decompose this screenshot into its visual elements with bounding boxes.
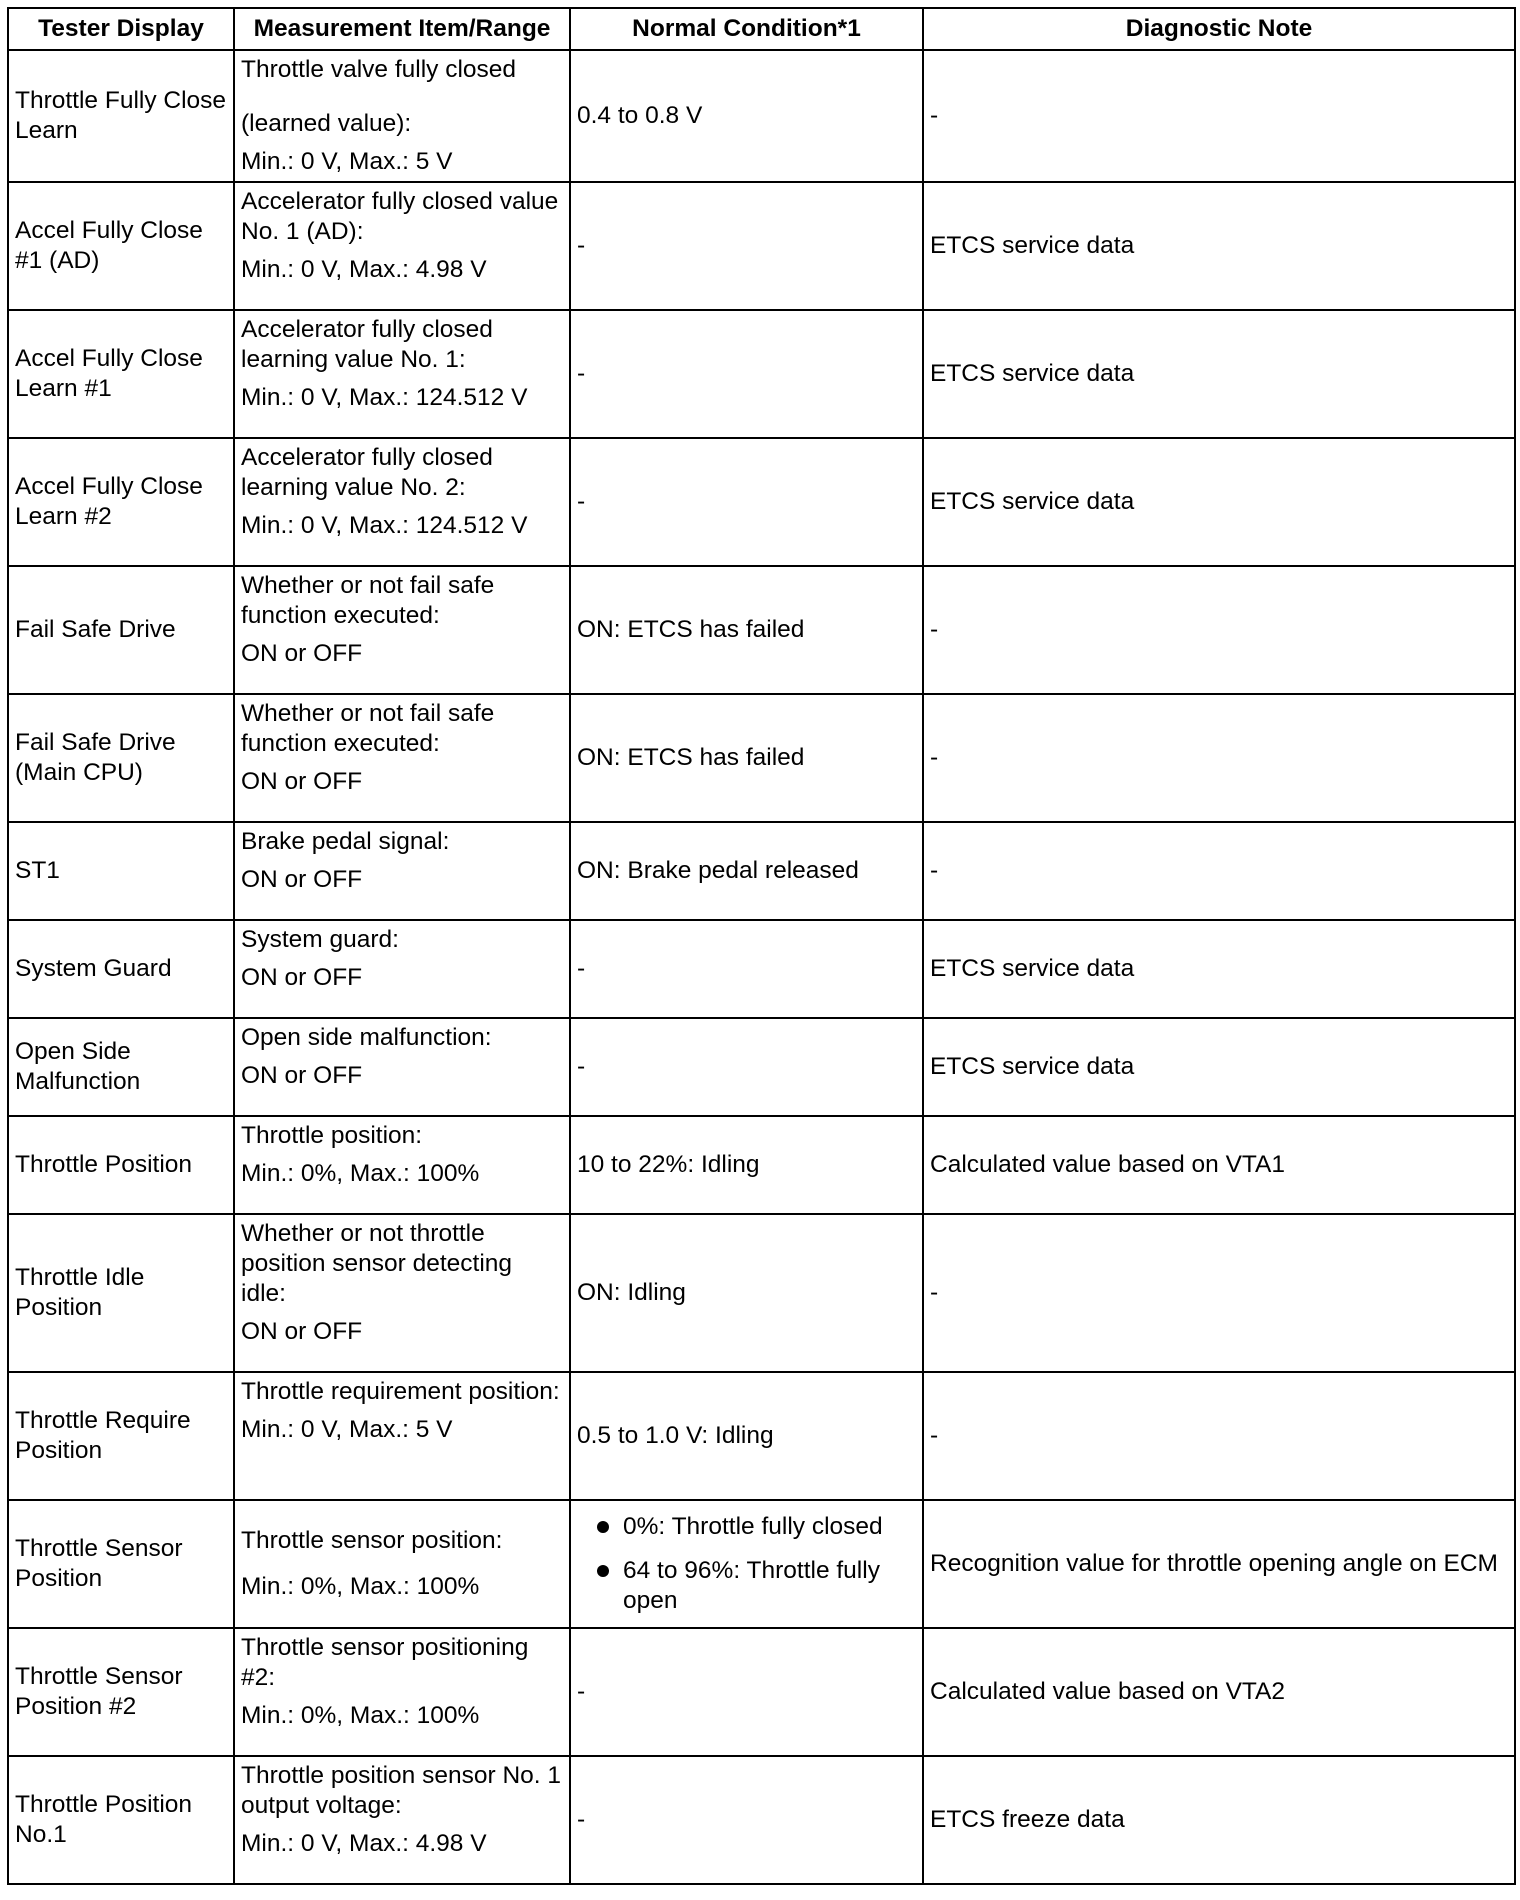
measurement-description: Throttle valve fully closed: [241, 56, 517, 83]
normal-condition-cell: -: [570, 920, 923, 1018]
measurement-description: System guard:: [241, 926, 399, 953]
measurement-cell: [234, 438, 570, 566]
tester-display-cell: Fail Safe Drive: [8, 566, 234, 694]
table-row: [8, 822, 1515, 920]
normal-condition-cell: -: [570, 182, 923, 310]
measurement-range: ON or OFF: [241, 866, 363, 893]
measurement-description: Whether or not throttle position sensor detecting idle:: [241, 1220, 513, 1307]
normal-condition-cell: ON: ETCS has failed: [570, 566, 923, 694]
measurement-description: Brake pedal signal:: [241, 828, 450, 855]
normal-condition-cell: -: [570, 1756, 923, 1884]
measurement-range: Min.: 0 V, Max.: 124.512 V: [241, 384, 528, 411]
diagnostic-note-cell: -: [923, 694, 1515, 822]
table-row: [8, 1756, 1515, 1884]
table-row: [8, 1116, 1515, 1214]
tester-display-cell: Throttle Fully Close Learn: [8, 50, 234, 182]
measurement-cell: [234, 1116, 570, 1214]
measurement-range: ON or OFF: [241, 640, 363, 667]
table-row: [8, 1500, 1515, 1628]
measurement-cell: [234, 822, 570, 920]
measurement-cell: [234, 1500, 570, 1628]
normal-condition-cell: ON: Idling: [570, 1214, 923, 1372]
list-item: [577, 1512, 916, 1542]
measurement-range: Min.: 0%, Max.: 100%: [241, 1702, 480, 1729]
diagnostic-note-cell: ETCS freeze data: [923, 1756, 1515, 1884]
tester-display-cell: Fail Safe Drive (Main CPU): [8, 694, 234, 822]
measurement-description: Throttle sensor positioning #2:: [241, 1634, 529, 1691]
table-header-row: [8, 8, 1515, 50]
diagnostic-note-cell: Recognition value for throttle opening angle on ECM: [923, 1500, 1515, 1628]
normal-condition-cell: ON: Brake pedal released: [570, 822, 923, 920]
diagnostic-note-cell: -: [923, 566, 1515, 694]
diagnostic-note-cell: ETCS service data: [923, 182, 1515, 310]
measurement-range: Min.: 0 V, Max.: 5 V: [241, 148, 453, 175]
measurement-range: ON or OFF: [241, 1062, 363, 1089]
measurement-cell: [234, 920, 570, 1018]
measurement-range: Min.: 0 V, Max.: 5 V: [241, 1416, 453, 1443]
measurement-range: Min.: 0 V, Max.: 124.512 V: [241, 512, 528, 539]
header-normal-condition: Normal Condition*1: [570, 8, 923, 50]
measurement-range: ON or OFF: [241, 964, 363, 991]
tester-display-cell: Throttle Idle Position: [8, 1214, 234, 1372]
tester-display-cell: Throttle Position: [8, 1116, 234, 1214]
measurement-description: Accelerator fully closed value No. 1 (AD):: [241, 188, 559, 245]
normal-condition-cell: 0.5 to 1.0 V: Idling: [570, 1372, 923, 1500]
normal-condition-cell: ON: ETCS has failed: [570, 694, 923, 822]
tester-display-cell: Accel Fully Close Learn #1: [8, 310, 234, 438]
table-row: [8, 438, 1515, 566]
table-row: [8, 920, 1515, 1018]
normal-condition-cell: 10 to 22%: Idling: [570, 1116, 923, 1214]
tester-display-cell: System Guard: [8, 920, 234, 1018]
header-tester-display: Tester Display: [8, 8, 234, 50]
measurement-description: Whether or not fail safe function executed:: [241, 572, 495, 629]
diagnostic-note-cell: -: [923, 1214, 1515, 1372]
header-diagnostic-note: Diagnostic Note: [923, 8, 1515, 50]
measurement-description: Accelerator fully closed learning value No. 1:: [241, 316, 493, 373]
measurement-description: Throttle sensor position:: [241, 1527, 503, 1554]
measurement-description: Throttle requirement position:: [241, 1378, 560, 1405]
table-row: [8, 1372, 1515, 1500]
diagnostic-note-cell: -: [923, 50, 1515, 182]
table-row: [8, 1628, 1515, 1756]
table-row: [8, 1214, 1515, 1372]
table-row: [8, 694, 1515, 822]
diagnostic-note-cell: ETCS service data: [923, 310, 1515, 438]
measurement-cell: [234, 1214, 570, 1372]
measurement-cell: [234, 1756, 570, 1884]
normal-condition-cell: -: [570, 438, 923, 566]
normal-condition-item: 0%: Throttle fully closed: [623, 1513, 883, 1540]
measurement-cell: [234, 50, 570, 182]
tester-display-cell: Throttle Require Position: [8, 1372, 234, 1500]
table-row: [8, 310, 1515, 438]
measurement-range: ON or OFF: [241, 1318, 363, 1345]
table-row: [8, 566, 1515, 694]
measurement-description: Throttle position:: [241, 1122, 423, 1149]
measurement-cell: [234, 310, 570, 438]
measurement-description-2: (learned value):: [241, 110, 412, 137]
normal-condition-cell: -: [570, 1628, 923, 1756]
measurement-range: Min.: 0 V, Max.: 4.98 V: [241, 1830, 487, 1857]
diagnostic-note-cell: Calculated value based on VTA1: [923, 1116, 1515, 1214]
table-row: [8, 50, 1515, 182]
diagnostic-note-cell: -: [923, 1372, 1515, 1500]
measurement-description: Accelerator fully closed learning value No. 2:: [241, 444, 493, 501]
bullet-icon: [597, 1521, 609, 1533]
normal-condition-cell: -: [570, 1018, 923, 1116]
normal-condition-list: [577, 1512, 916, 1616]
measurement-range: ON or OFF: [241, 768, 363, 795]
bullet-icon: [597, 1565, 609, 1577]
diagnostic-note-cell: ETCS service data: [923, 920, 1515, 1018]
tester-display-cell: Throttle Sensor Position: [8, 1500, 234, 1628]
normal-condition-cell: -: [570, 310, 923, 438]
diagnostic-note-cell: ETCS service data: [923, 1018, 1515, 1116]
measurement-cell: [234, 1018, 570, 1116]
measurement-description: Throttle position sensor No. 1 output voltage:: [241, 1762, 562, 1819]
data-list-table: [7, 7, 1516, 1885]
measurement-description: Whether or not fail safe function executed:: [241, 700, 495, 757]
header-measurement-item: Measurement Item/Range: [234, 8, 570, 50]
measurement-cell: [234, 566, 570, 694]
normal-condition-item: 64 to 96%: Throttle fully open: [623, 1557, 880, 1614]
measurement-description: Open side malfunction:: [241, 1024, 492, 1051]
table-row: [8, 182, 1515, 310]
diagnostic-note-cell: -: [923, 822, 1515, 920]
measurement-range: Min.: 0%, Max.: 100%: [241, 1573, 480, 1600]
measurement-cell: [234, 1628, 570, 1756]
normal-condition-cell: [570, 1500, 923, 1628]
tester-display-cell: Open Side Malfunction: [8, 1018, 234, 1116]
diagnostic-note-cell: ETCS service data: [923, 438, 1515, 566]
normal-condition-cell: 0.4 to 0.8 V: [570, 50, 923, 182]
measurement-cell: [234, 694, 570, 822]
diagnostic-note-cell: Calculated value based on VTA2: [923, 1628, 1515, 1756]
measurement-range: Min.: 0%, Max.: 100%: [241, 1160, 480, 1187]
list-item: [577, 1556, 916, 1616]
tester-display-cell: ST1: [8, 822, 234, 920]
table-row: [8, 1018, 1515, 1116]
tester-display-cell: Accel Fully Close #1 (AD): [8, 182, 234, 310]
tester-display-cell: Accel Fully Close Learn #2: [8, 438, 234, 566]
tester-display-cell: Throttle Position No.1: [8, 1756, 234, 1884]
measurement-range: Min.: 0 V, Max.: 4.98 V: [241, 256, 487, 283]
measurement-cell: [234, 1372, 570, 1500]
measurement-cell: [234, 182, 570, 310]
tester-display-cell: Throttle Sensor Position #2: [8, 1628, 234, 1756]
